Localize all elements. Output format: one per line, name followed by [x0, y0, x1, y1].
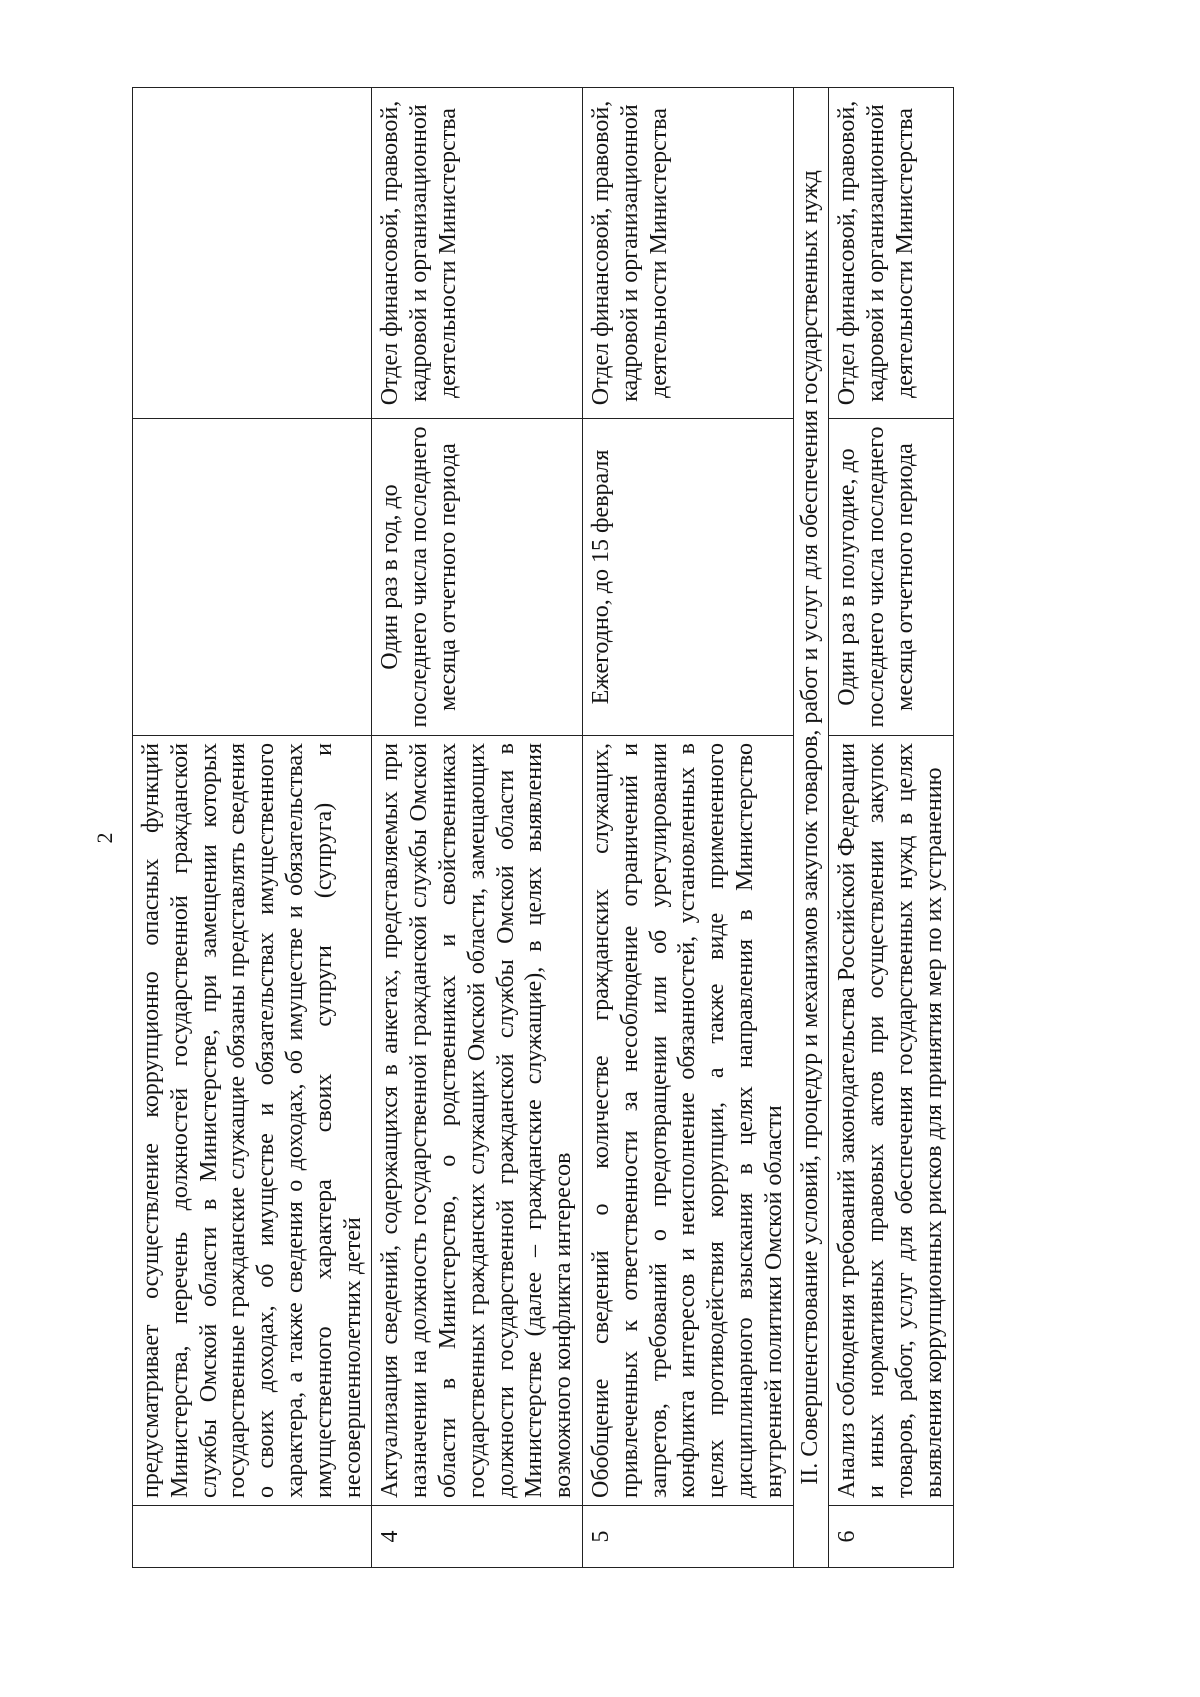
row-number: 6 [829, 1506, 953, 1568]
responsible-cell [133, 88, 372, 419]
table-row [582, 88, 793, 1568]
term-cell: Ежегодно, до 15 февраля [582, 419, 793, 736]
table-row [133, 88, 372, 1568]
term-cell: Один раз в полугодие, до последнего числа последнего месяца отчетного периода [829, 419, 953, 736]
landscape-page [80, 58, 1090, 1618]
responsible-cell: Отдел финансовой, правовой, кадровой и организационной деятельности Министерства [372, 88, 583, 419]
anti-corruption-plan-table [132, 87, 954, 1568]
row-number [133, 1506, 372, 1568]
page-number: 2 [92, 832, 117, 844]
row-number: 5 [582, 1506, 793, 1568]
table-row [829, 88, 953, 1568]
term-cell [133, 419, 372, 736]
measure-cell: предусматривает осуществление коррупционно опасных функций Министерства, перечень должностей государственной гражданской службы Омской области в Министерстве, при замещении которых государственные гражданские служащие обязаны представлять сведения о своих доходах, об имуществе и обязательствах имущественного характера, а также сведения о доходах, об имуществе и обязательствах имущественного характера своих супруги (супруга) и несовершеннолетних детей [133, 736, 372, 1506]
section-heading-row [793, 88, 829, 1568]
measure-cell: Актуализация сведений, содержащихся в анкетах, представляемых при назначении на должность государственной гражданской службы Омской области в Министерство, о родственниках и свойственниках государственных гражданских служащих Омской области, замещающих должности государственной гражданской службы Омской области в Министерстве (далее – гражданские служащие), в целях выявления возможного конфликта интересов [372, 736, 583, 1506]
section-heading: II. Совершенствование условий, процедур и механизмов закупок товаров, работ и услуг для обеспечения государственных нужд [793, 88, 829, 1568]
term-cell: Один раз в год, до последнего числа последнего месяца отчетного периода [372, 419, 583, 736]
measure-cell: Анализ соблюдения требований законодательства Российской Федерации и иных нормативных правовых актов при осуществлении закупок товаров, работ, услуг для обеспечения государственных нужд в целях выявления коррупционных рисков для принятия мер по их устранению [829, 736, 953, 1506]
responsible-cell: Отдел финансовой, правовой, кадровой и организационной деятельности Министерства [582, 88, 793, 419]
measure-cell: Обобщение сведений о количестве гражданских служащих, привлеченных к ответственности за несоблюдение ограничений и запретов, требований о предотвращении или об урегулировании конфликта интересов и неисполнение обязанностей, установленных в целях противодействия коррупции, а также виде примененного дисциплинарного взыскания в целях направления в Министерство внутренней политики Омской области [582, 736, 793, 1506]
row-number: 4 [372, 1506, 583, 1568]
table-row [372, 88, 583, 1568]
responsible-cell: Отдел финансовой, правовой, кадровой и организационной деятельности Министерства [829, 88, 953, 419]
